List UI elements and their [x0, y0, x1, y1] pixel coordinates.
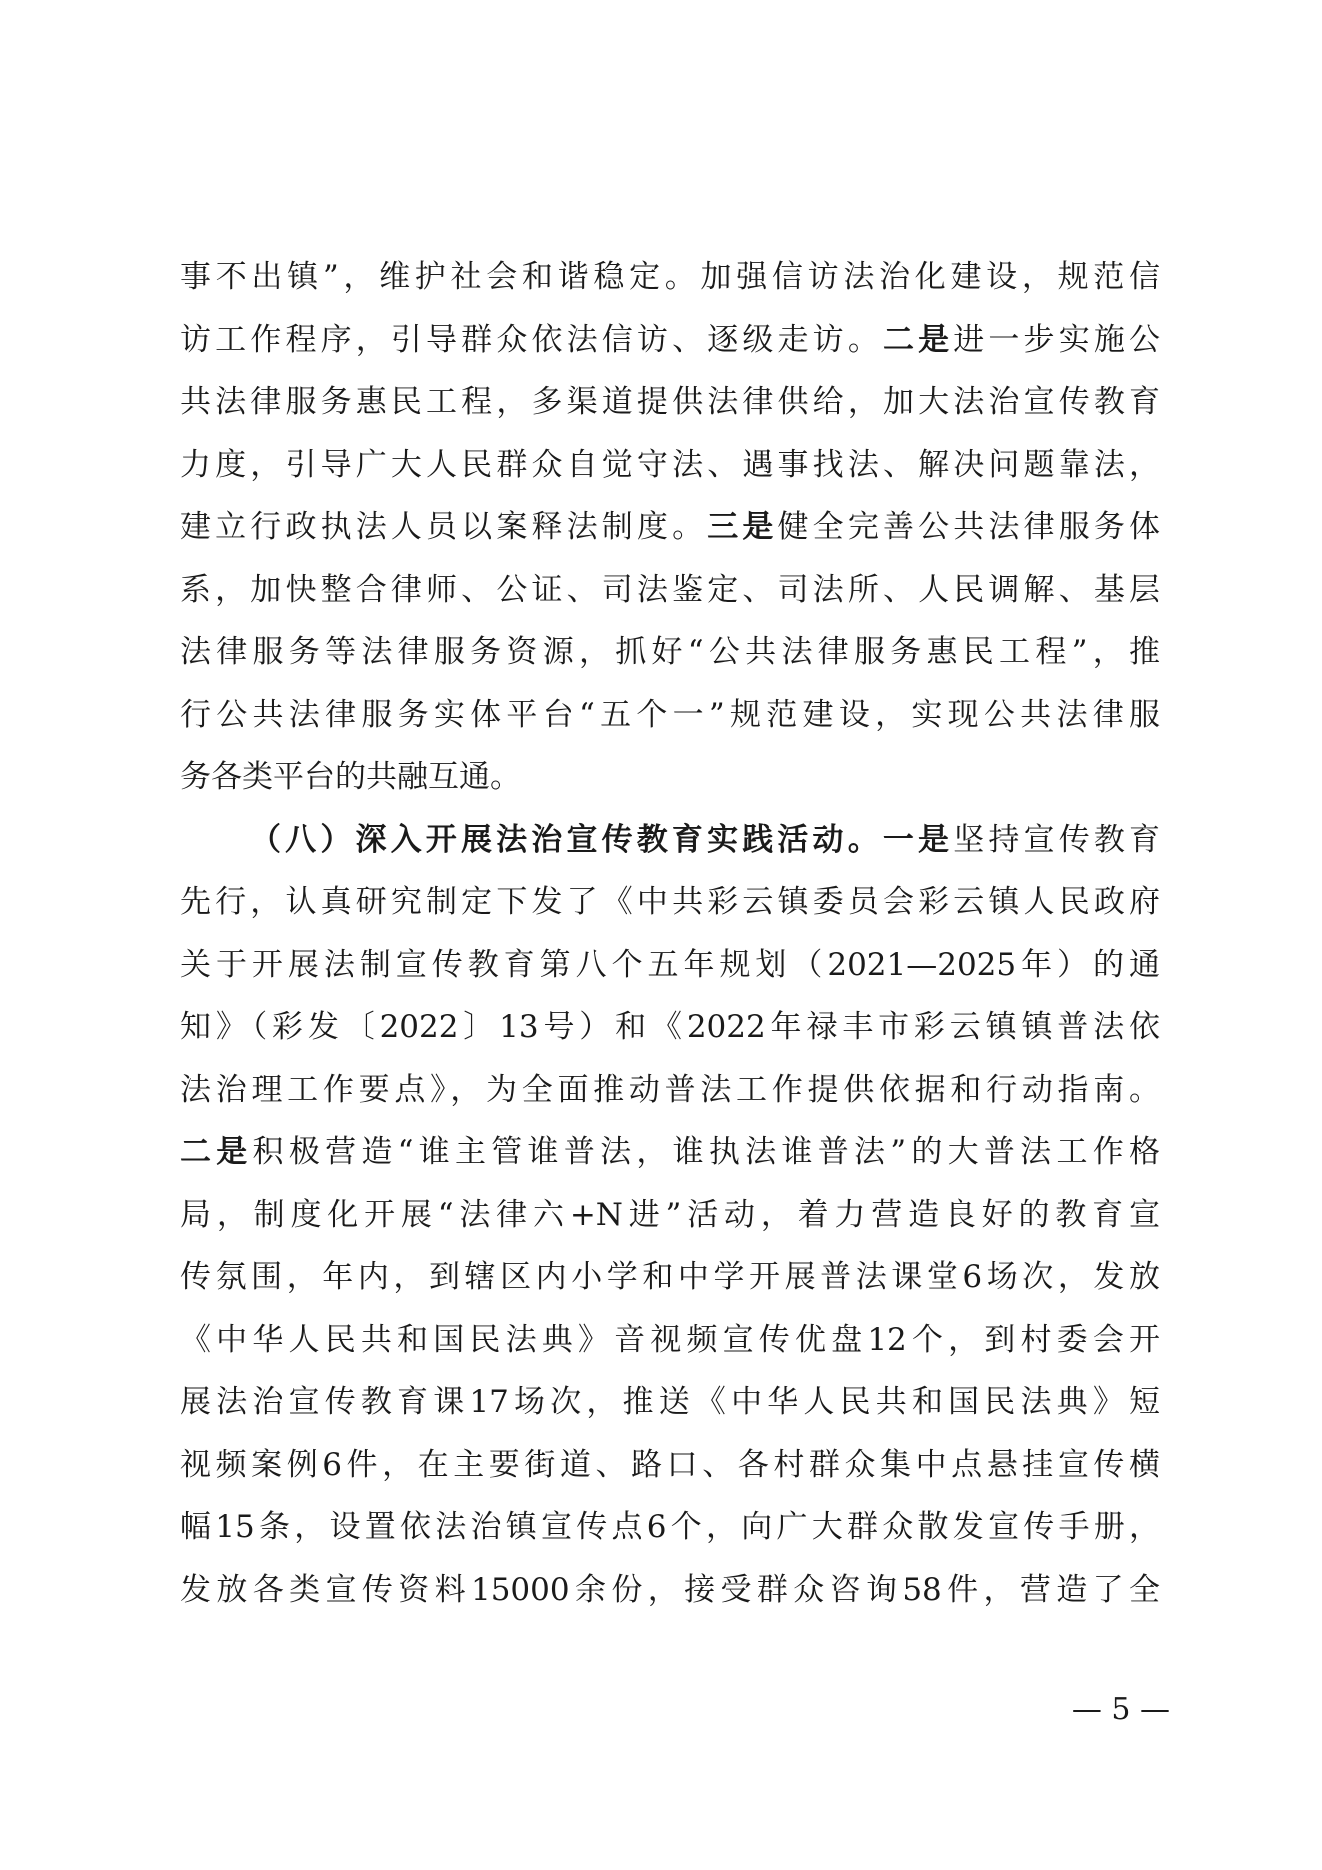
text-line: [180, 1559, 1160, 1622]
text-line: [180, 246, 1160, 309]
text-line: [180, 934, 1160, 997]
text-segment: 幅15条，设置依法治镇宣传点6个，向广大群众散发宣传手册，: [180, 1509, 1160, 1545]
bold-text-segment: 一是: [882, 821, 954, 858]
text-segment: 展法治宣传教育课17场次，推送《中华人民共和国民法典》短: [180, 1384, 1160, 1420]
page-number: — 5 —: [1071, 1692, 1170, 1727]
text-segment: 访工作程序，引导群众依法信访、逐级走访。: [180, 321, 883, 358]
bold-text-segment: 二是: [180, 1134, 253, 1170]
text-segment: 系，加快整合律师、公证、司法鉴定、司法所、人民调解、基层: [180, 571, 1160, 608]
text-segment: 建立行政执法人员以案释法制度。: [180, 509, 708, 545]
text-line: [180, 1309, 1160, 1372]
text-segment: 事不出镇”，维护社会和谐稳定。加强信访法治化建设，规范信: [180, 259, 1160, 295]
text-segment: 关于开展法制宣传教育第八个五年规划（2021—2025年）的通: [180, 946, 1160, 983]
text-segment: 进一步实施公: [953, 321, 1160, 358]
text-line: [180, 434, 1160, 497]
text-segment: 发放各类宣传资料15000余份，接受群众咨询58件，营造了全: [180, 1571, 1160, 1608]
text-line: [180, 1371, 1160, 1434]
text-segment: 务各类平台的共融互通。: [180, 759, 521, 795]
text-segment: 法律服务等法律服务资源，抓好“公共法律服务惠民工程”，推: [180, 634, 1160, 670]
text-segment: 法治理工作要点》，为全面推动普法工作提供依据和行动指南。: [180, 1071, 1160, 1108]
text-segment: 积极营造“谁主管谁普法，谁执法谁普法”的大普法工作格: [252, 1134, 1160, 1170]
text-line: [180, 309, 1160, 372]
text-line: [180, 1434, 1160, 1497]
text-line: [180, 1059, 1160, 1122]
text-segment: 共法律服务惠民工程，多渠道提供法律供给，加大法治宣传教育: [180, 384, 1160, 420]
bold-text-segment: （八）深入开展法治宣传教育实践活动。: [250, 821, 883, 858]
text-line: [180, 1184, 1160, 1247]
text-line: [180, 746, 1160, 809]
text-segment: 行公共法律服务实体平台“五个一”规范建设，实现公共法律服: [180, 696, 1160, 733]
text-line: [180, 1121, 1160, 1184]
text-segment: 健全完善公共法律服务体: [777, 509, 1160, 545]
text-segment: 视频案例6件，在主要街道、路口、各村群众集中点悬挂宣传横: [180, 1446, 1160, 1483]
text-segment: 知》（彩发〔2022〕13号）和《2022年禄丰市彩云镇镇普法依: [180, 1009, 1160, 1045]
text-line: [180, 559, 1160, 622]
text-line: [180, 496, 1160, 559]
text-line: [180, 996, 1160, 1059]
text-line: [180, 1246, 1160, 1309]
text-segment: 先行，认真研究制定下发了《中共彩云镇委员会彩云镇人民政府: [180, 884, 1160, 920]
body-text: [180, 246, 1160, 1621]
text-line: [180, 621, 1160, 684]
text-line: [180, 371, 1160, 434]
text-segment: 力度，引导广大人民群众自觉守法、遇事找法、解决问题靠法，: [180, 446, 1160, 483]
text-line: [180, 809, 1160, 872]
bold-text-segment: 二是: [882, 321, 954, 358]
text-segment: 《中华人民共和国民法典》音视频宣传优盘12个，到村委会开: [180, 1321, 1160, 1358]
text-segment: 局，制度化开展“法律六+N进”活动，着力营造良好的教育宣: [180, 1196, 1160, 1233]
text-line: [180, 684, 1160, 747]
text-line: [180, 1496, 1160, 1559]
text-line: [180, 871, 1160, 934]
text-segment: 坚持宣传教育: [953, 821, 1160, 858]
text-segment: 传氛围，年内，到辖区内小学和中学开展普法课堂6场次，发放: [180, 1259, 1160, 1295]
bold-text-segment: 三是: [707, 509, 778, 545]
